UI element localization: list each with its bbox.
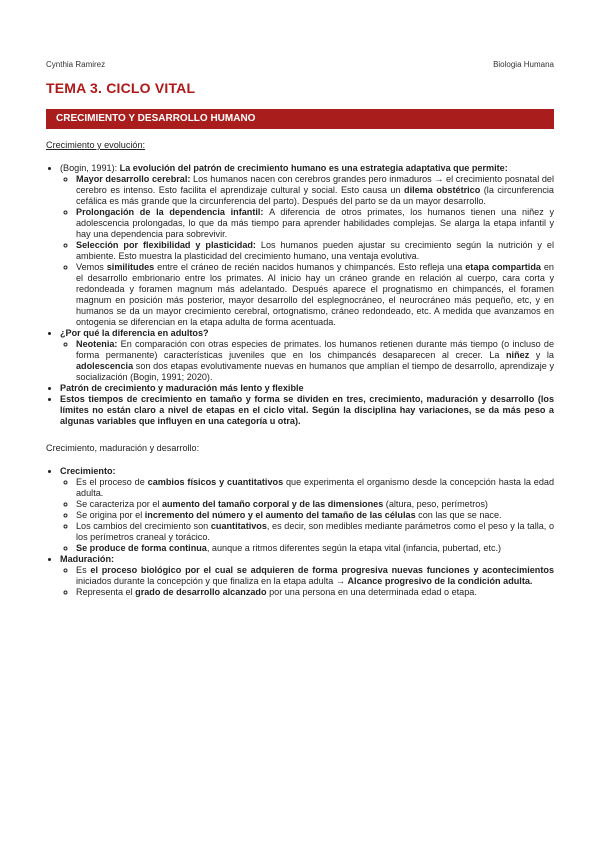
sub-list xyxy=(60,339,554,383)
list-item xyxy=(60,554,554,598)
section-heading-growth-maturation: Crecimiento, maduración y desarrollo: xyxy=(46,443,200,453)
bold-text: Neotenia: xyxy=(76,339,121,349)
sub-list-item xyxy=(76,339,554,383)
text-run: son dos etapas evolutivamente nuevas en humanos que amplían el tiempo de desarrollo, aprendizaje y socialización (Bogin, 1991; 2020). xyxy=(76,361,554,382)
text-run: iniciados durante la concepción y que finaliza en la etapa adulta → xyxy=(76,576,348,586)
text-run: Es el proceso de xyxy=(76,477,148,487)
sub-list-item xyxy=(76,543,554,554)
bullet-list xyxy=(46,466,554,598)
bold-text: el proceso biológico por el cual se adquieren de forma progresiva nuevas funciones y acontecimientos xyxy=(90,565,554,575)
text-run: Vemos xyxy=(76,262,107,272)
text-run: con las que se nace. xyxy=(415,510,502,520)
bold-text: Maduración: xyxy=(60,554,115,564)
text-run: (Bogin, 1991): xyxy=(60,163,120,173)
text-run: entre el cráneo de recién nacidos humanos y chimpancés. Esto refleja una xyxy=(154,262,466,272)
sub-list-item xyxy=(76,587,554,598)
text-run: , es decir, son medibles mediante parámetros como el peso y la talla, o los perímetros craneal y torácico. xyxy=(76,521,554,542)
sub-list-item xyxy=(76,207,554,240)
sub-list-item xyxy=(76,262,554,328)
sub-list-item xyxy=(76,510,554,521)
text-run: y la xyxy=(529,350,554,360)
list-item-text xyxy=(60,383,304,393)
header-author: Cynthia Ramirez xyxy=(46,60,106,69)
text-run: Los humanos pueden ajustar su crecimiento según la nutrición y el ambiente. Esto muestra la plasticidad del crecimiento humano, una ventaja evolutiva. xyxy=(76,240,554,261)
list-item-text xyxy=(60,466,116,476)
bold-text: Se produce de forma continua xyxy=(76,543,207,553)
section-heading-growth-evolution: Crecimiento y evolución: xyxy=(46,140,146,150)
text-run: (la circunferencia cefálica es más grande que la circunferencia del parto). Después del parto se da un mayor desarrollo. xyxy=(76,185,554,206)
sub-list xyxy=(60,565,554,598)
document-body xyxy=(46,140,554,598)
sub-list-item xyxy=(76,240,554,262)
sub-list-item xyxy=(76,565,554,587)
bold-text: Crecimiento: xyxy=(60,466,116,476)
bullet-list xyxy=(46,163,554,427)
list-item-text xyxy=(60,163,508,173)
header-subject: Biologia Humana xyxy=(493,60,554,69)
bold-text: Mayor desarrollo cerebral: xyxy=(76,174,194,184)
list-item xyxy=(60,163,554,328)
section-banner: CRECIMIENTO Y DESARROLLO HUMANO xyxy=(46,109,554,129)
text-run: Los humanos nacen con cerebros grandes pero inmaduros → el crecimiento posnatal del cerebro es intenso. Esto facilita el aprendizaje cultural y social. Esto causa un xyxy=(76,174,554,195)
sub-list xyxy=(60,477,554,554)
text-run: Los cambios del crecimiento son xyxy=(76,521,211,531)
text-run: (altura, peso, perímetros) xyxy=(383,499,488,509)
text-run: Se caracteriza por el xyxy=(76,499,162,509)
bold-text: La evolución del patrón de crecimiento humano es una estrategia adaptativa que permite: xyxy=(119,163,508,173)
bold-text: dilema obstétrico xyxy=(404,185,481,195)
list-item-text xyxy=(60,328,209,338)
text-run: A diferencia de otros primates, los humanos tienen una niñez y adolescencia prolongadas, lo que da más tiempo para aprender habilidades complejas. Se alarga la etapa infantil y hay una dependencia para sobrevivir. xyxy=(76,207,554,239)
bold-text: grado de desarrollo alcanzado xyxy=(135,587,267,597)
bold-text: Patrón de crecimiento y maduración más lento y flexible xyxy=(60,383,304,393)
list-item xyxy=(60,394,554,427)
bold-text: niñez xyxy=(506,350,530,360)
sub-list-item xyxy=(76,174,554,207)
bold-text: etapa compartida xyxy=(465,262,541,272)
sub-list-item xyxy=(76,521,554,543)
text-run: En comparación con otras especies de primates. los humanos retienen durante más tiempo (o incluso de forma permanente) características juveniles que en los chimpancés desaparecen al crecer. La xyxy=(76,339,554,360)
bold-text: cuantitativos xyxy=(210,521,267,531)
bold-text: Estos tiempos de crecimiento en tamaño y forma se dividen en tres, crecimiento, maduración y desarrollo (los límites no están claro a nivel de etapas en el ciclo vital. Según la disciplina hay variaciones, se da más peso a algunas variables que influyen en una categoría u otra). xyxy=(60,394,554,426)
page-title: TEMA 3. CICLO VITAL xyxy=(46,80,196,96)
bold-text: ¿Por qué la diferencia en adultos? xyxy=(60,328,209,338)
bold-text: Selección por flexibilidad y plasticidad: xyxy=(76,240,261,250)
bold-text: Prolongación de la dependencia infantil: xyxy=(76,207,270,217)
sub-list-item xyxy=(76,499,554,510)
bold-text: incremento del número y el aumento del tamaño de las células xyxy=(144,510,416,520)
text-run: por una persona en una determinada edad o etapa. xyxy=(266,587,477,597)
list-item xyxy=(60,466,554,554)
bold-text: adolescencia xyxy=(76,361,134,371)
text-run: Es xyxy=(76,565,91,575)
text-run: Representa el xyxy=(76,587,136,597)
list-item xyxy=(60,383,554,394)
text-run: que experimenta el organismo desde la concepción hasta la edad adulta. xyxy=(76,477,555,498)
list-item-text xyxy=(60,394,554,426)
bold-text: Alcance progresivo de la condición adulta. xyxy=(347,576,533,586)
bold-text: similitudes xyxy=(106,262,155,272)
list-item-text xyxy=(60,554,114,564)
text-run: en el desarrollo embrionario entre los primates. Al inicio hay un cráneo grande en relación al cuerpo, cara corta y redondeada y foramen magnum más adelantado. Después aparece el prognatismo en chimpancés, el foramen magnum en posición más posterior, mayor desarrollo del esplegnocráneo, el neurocráneo más pequeño, etc, y en humanos se da un mayor crecimiento cerebral, ortognatismo, cráneo redondeado, etc. A medida que avanzamos en ontogenia se diferencian en la etapa adulta de forma acentuada. xyxy=(76,262,554,327)
list-item xyxy=(60,328,554,383)
sub-list-item xyxy=(76,477,554,499)
bold-text: cambios físicos y cuantitativos xyxy=(147,477,284,487)
bold-text: aumento del tamaño corporal y de las dimensiones xyxy=(161,499,384,509)
sub-list xyxy=(60,174,554,328)
text-run: , aunque a ritmos diferentes según la etapa vital (infancia, pubertad, etc.) xyxy=(206,543,502,553)
text-run: Se origina por el xyxy=(76,510,145,520)
